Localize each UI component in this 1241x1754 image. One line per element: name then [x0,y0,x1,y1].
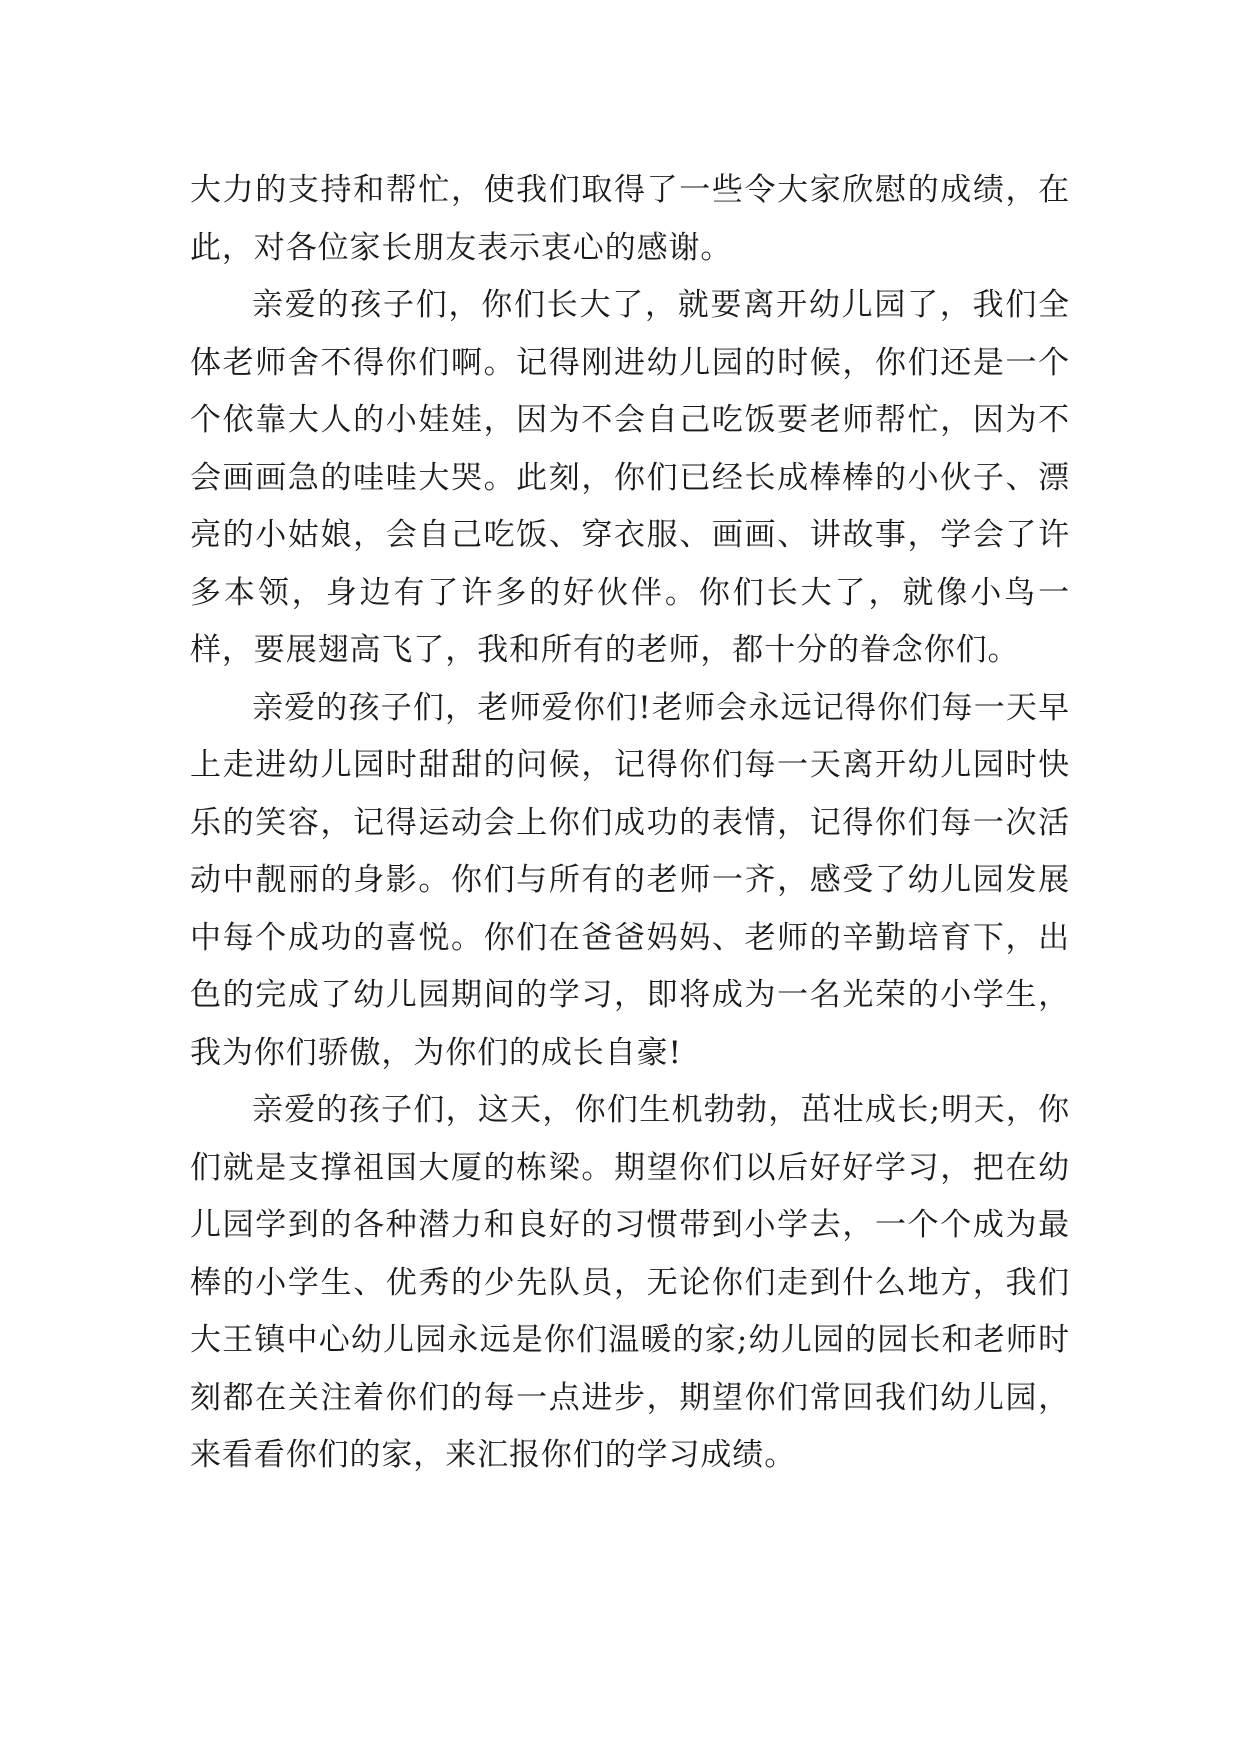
document-body [190,162,1070,1485]
paragraph-farewell: 亲爱的孩子们，你们长大了，就要离开幼儿园了，我们全体老师舍不得你们啊。记得刚进幼儿园的时候，你们还是一个个依靠大人的小娃娃，因为不会自己吃饭要老师帮忙，因为不会画画急的哇哇大哭。此刻，你们已经长成棒棒的小伙子、漂亮的小姑娘，会自己吃饭、穿衣服、画画、讲故事，学会了许多本领，身边有了许多的好伙伴。你们长大了，就像小鸟一样，要展翅高飞了，我和所有的老师，都十分的眷念你们。 [190,287,1070,668]
paragraph-memories: 亲爱的孩子们，老师爱你们!老师会永远记得你们每一天早上走进幼儿园时甜甜的问候，记得你们每一天离开幼儿园时快乐的笑容，记得运动会上你们成功的表情，记得你们每一次活动中靓丽的身影。你们与所有的老师一齐，感受了幼儿园发展中每个成功的喜悦。你们在爸爸妈妈、老师的辛勤培育下，出色的完成了幼儿园期间的学习，即将成为一名光荣的小学生，我为你们骄傲，为你们的成长自豪! [190,689,1070,1071]
paragraph-future: 亲爱的孩子们，这天，你们生机勃勃，茁壮成长;明天，你们就是支撑祖国大厦的栋梁。期望你们以后好好学习，把在幼儿园学到的各种潜力和良好的习惯带到小学去，一个个成为最棒的小学生、优秀的少先队员，无论你们走到什么地方，我们大王镇中心幼儿园永远是你们温暖的家;幼儿园的园长和老师时刻都在关注着你们的每一点进步，期望你们常回我们幼儿园，来看看你们的家，来汇报你们的学习成绩。 [190,1092,1070,1473]
paragraph-continued: 大力的支持和帮忙，使我们取得了一些令大家欣慰的成绩，在此，对各位家长朋友表示衷心的感谢。 [190,172,1070,266]
